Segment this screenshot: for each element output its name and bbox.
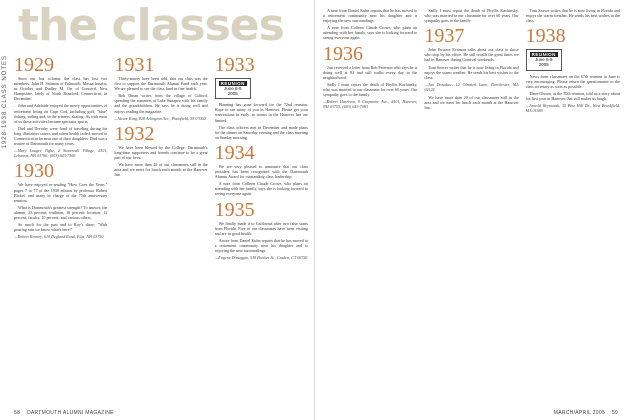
year-heading-1931: 1931 xyxy=(114,54,155,76)
column-6 xyxy=(526,8,620,402)
year-heading-1932: 1932 xyxy=(114,122,155,145)
class-secretary-signature: —Eugene Dimaggio, 538 Hooker St., Goshen, CT 06756 xyxy=(214,255,308,261)
note-paragraph: What is Dartmouth's greatest strength? To answer, the alumni, 23 percent; tradition, 16 percent; location, 12 percent; faculty, 10 percent; and various others. xyxy=(14,204,108,220)
right-page xyxy=(314,0,628,420)
class-secretary-signature: —Victor King, 828 Arlington Ave., Plainfield, NJ 07060 xyxy=(114,115,206,121)
left-footer xyxy=(14,410,114,416)
right-columns xyxy=(323,8,620,402)
page-number: 59 xyxy=(611,410,618,416)
year-heading-1934: 1934 xyxy=(214,141,255,164)
publication-name: DARTMOUTH ALUMNI MAGAZINE xyxy=(26,410,114,416)
page-header xyxy=(10,0,308,51)
column-2 xyxy=(114,52,207,402)
page-number: 58 xyxy=(14,410,21,416)
left-columns xyxy=(14,52,308,402)
column-3 xyxy=(215,52,308,402)
right-footer xyxy=(554,410,618,416)
note-paragraph: The class officers met in December and made plans for the dinner on Saturday evening and the class meeting on Sunday morning. xyxy=(214,124,308,140)
note-paragraph: A note from Daniel Kuhn reports that he has moved to a retirement community near his daughter and is enjoying the new surroundings. xyxy=(214,237,308,253)
note-paragraph: Just received a letter from Bob Peterson who says he is doing well at 92 and still walks every day in the neighborhood. xyxy=(323,64,418,80)
column-5 xyxy=(424,8,518,402)
note-paragraph: Planning has gone forward for the 72nd reunion. Hope to see many of you in Hanover. Please get your reservations in early, as rooms in the Hanover Inn are limited. xyxy=(214,102,308,123)
section-label: 1928-1938 CLASS NOTES xyxy=(2,55,8,149)
note-paragraph: So much for the past and to Roy's diary: "With pouring rain we know what's here!" xyxy=(14,222,108,233)
note-paragraph: A note from Colleen Claude Crowe, who plans on attending with her family, says she is looking forward to seeing everyone again. xyxy=(214,181,308,197)
note-paragraph: Sadly I must report the death of Phyllis Kachinsky, who was married to our classmate for over 60 years. Our sympathy goes to the family. xyxy=(323,81,418,98)
publication-date: MARCH/APRIL 2005 xyxy=(553,410,606,416)
column-1 xyxy=(14,52,107,402)
note-paragraph: Sadly I must report the death of Phyllis Kachinsky, who was married to our classmate for over 60 years. Our sympathy goes to the family. xyxy=(424,8,519,24)
note-paragraph: Bob Dinan writes from the village of Gilford, spending the summers at Lake Sunapee with his family and the grandchildren. He says he is doing well and enjoys reading the magazine. xyxy=(114,93,208,114)
class-secretary-signature: —Robert Harrison, 9 Carpenter Ave., #501, Hanover, NH 03755; (603) 643-7093 xyxy=(323,99,418,110)
class-secretary-signature: —Robert Kenney, 610 Degland Road, Fitts, NH 03750 xyxy=(14,234,104,240)
year-heading-1930: 1930 xyxy=(14,160,54,183)
note-paragraph: John Eustace Evanson talks about our class to those who stop by his office. He still recalls the great times we had in Hanover during Carnival weekends. xyxy=(424,47,519,63)
year-heading-1936: 1936 xyxy=(323,42,363,65)
class-secretary-signature: —Jim Donahue, 12 Olmsted Lane, Dorchester, MA 02124 xyxy=(424,81,519,92)
note-paragraph: News from classmates on the 67th reunion in June is very encouraging. Please return the questionnaire to the class secretary as soon as possible. xyxy=(525,73,620,89)
note-paragraph: We have more than 20 of our classmates still in the area and we meet for lunch each month at the Hanover Inn. xyxy=(424,95,519,111)
note-paragraph: We have more than 20 of our classmates still in the area and we meet for lunch each month at the Hanover Inn. xyxy=(114,162,208,178)
note-paragraph: A note from Daniel Kuhn reports that he has moved to a retirement community near his daughter and is enjoying the new surroundings. xyxy=(323,8,418,24)
year-heading-1933: 1933 xyxy=(214,54,255,76)
reunion-badge-1938: REUNION June 6-9 2005 xyxy=(526,49,562,70)
note-paragraph: We finally made it to California after two false starts from Florida. Five of our classmates have been visiting and are in good health. xyxy=(214,220,308,236)
note-paragraph: We have been blessed by the College. Dartmouth's long-time supporters and friends continue to be a great part of our lives. xyxy=(114,144,208,160)
note-paragraph: Dud and Dorothy were fond of traveling during his long illustrious career, and when health failed, moved to Connecticut to be near one of their daughters. Dud was a trustee of Dartmouth for many years. xyxy=(14,125,108,147)
year-heading-1929: 1929 xyxy=(14,54,54,76)
note-paragraph: Since our last column, the class has lost two members: John H. Sattman of Falmouth, Massachusetts, in October and Dudley M. Orr of Concord, New Hampshire, lately of North Branford, Connecticut, in December. xyxy=(14,76,108,102)
note-paragraph: Tom Seaver writes that he is now living in Florida and enjoys the warm weather. He sends his best wishes to the class. xyxy=(525,8,620,24)
column-4 xyxy=(323,8,417,402)
class-secretary-signature: —Mary Lougee Tighe, 2 Stonewall Village, #301, Lebanon, NH 03766; (603) 643-7369 xyxy=(14,148,108,159)
class-secretary-signature: —Arnold Weymouth, 35 Pine Hill Dr., West Brookfield, MA 01585 xyxy=(525,103,620,114)
note-paragraph: Dave Olsson, at the 70th reunion, told us a story about his first year in Hanover that still makes us laugh. xyxy=(525,90,620,101)
year-heading-1935: 1935 xyxy=(214,198,255,221)
note-paragraph: A note from Colleen Claude Crowe, who plans on attending with her family, says she is looking forward to seeing everyone again. xyxy=(323,25,418,41)
reunion-badge-1933: REUNION June 6-9 2005 xyxy=(215,78,251,99)
year-heading-1938: 1938 xyxy=(525,25,566,48)
note-paragraph: John and Adelaide enjoyed the merry opportunities of retirement living on Cape Cod, including golf, "blue" fishing, sailing and, in the winters, skating. As with most of us these activities became spectator sports. xyxy=(14,103,108,124)
note-paragraph: Tom Seaver writes that he is now living in Florida and enjoys the warm weather. He sends his best wishes to the class. xyxy=(424,64,519,80)
note-paragraph: Thirty-ninety have been told, that our class was the first to support the Dartmouth Alumni Fund each year. We are pleased to see the class fund in fine health. xyxy=(114,76,208,92)
note-paragraph: We are very pleased to announce that our class president has been recognized with the Dartmouth Alumni Award for outstanding class leadership. xyxy=(214,163,308,180)
section-title: the classes xyxy=(18,0,284,51)
year-heading-1937: 1937 xyxy=(424,25,465,48)
note-paragraph: We have enjoyed re-reading "How Goes the Years," pages 7 to 77 of the 1930 edition by professor Robert Bickel, and many in charge of the 75th anniversary reunion. xyxy=(14,182,108,203)
